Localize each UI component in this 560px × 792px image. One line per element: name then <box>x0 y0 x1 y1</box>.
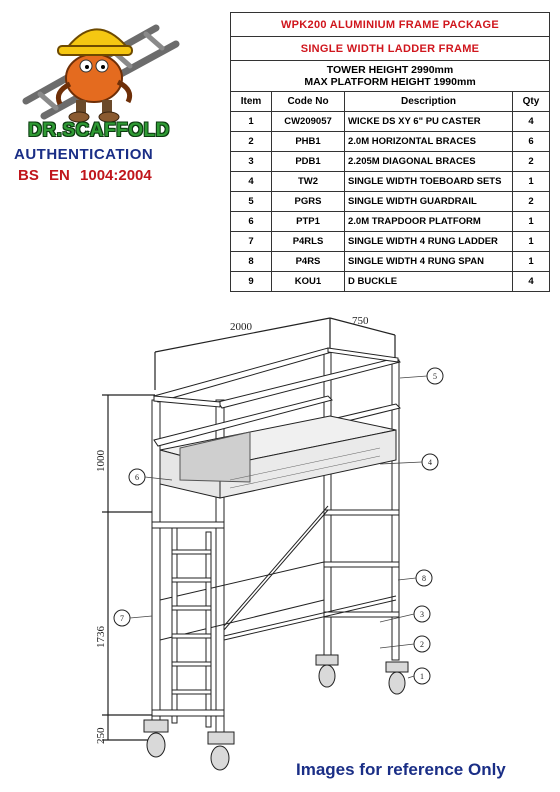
platform-height: MAX PLATFORM HEIGHT 1990mm <box>304 76 476 88</box>
table-subtitle: SINGLE WIDTH LADDER FRAME <box>231 37 550 61</box>
dim-base: 250 <box>95 727 107 744</box>
row-code: PTP1 <box>272 212 345 232</box>
callout-3: 3 <box>420 610 424 619</box>
row-code: CW209057 <box>272 112 345 132</box>
authentication-label: AUTHENTICATION <box>14 146 154 163</box>
dim-frame: 1736 <box>95 626 107 648</box>
row-description: 2.0M HORIZONTAL BRACES <box>345 132 513 152</box>
row-description: WICKE DS XY 6" PU CASTER <box>345 112 513 132</box>
brand-name: DR.SCAFFOLD <box>28 120 170 141</box>
row-description: SINGLE WIDTH GUARDRAIL <box>345 192 513 212</box>
header-qty: Qty <box>513 92 550 112</box>
header-code: Code No <box>272 92 345 112</box>
row-code: PDB1 <box>272 152 345 172</box>
row-description: D BUCKLE <box>345 272 513 292</box>
row-qty: 1 <box>513 172 550 192</box>
table-row <box>231 132 550 152</box>
table-body <box>231 112 550 292</box>
table-row <box>231 112 550 132</box>
row-code: KOU1 <box>272 272 345 292</box>
row-item: 1 <box>231 112 272 132</box>
row-item: 2 <box>231 132 272 152</box>
row-qty: 1 <box>513 232 550 252</box>
callout-8: 8 <box>422 574 426 583</box>
row-qty: 1 <box>513 252 550 272</box>
dim-width: 750 <box>352 315 369 327</box>
parts-table <box>230 12 550 292</box>
row-qty: 4 <box>513 112 550 132</box>
reference-disclaimer: Images for reference Only <box>296 760 506 779</box>
row-item: 9 <box>231 272 272 292</box>
row-item: 5 <box>231 192 272 212</box>
row-item: 3 <box>231 152 272 172</box>
row-description: 2.0M TRAPDOOR PLATFORM <box>345 212 513 232</box>
row-description: 2.205M DIAGONAL BRACES <box>345 152 513 172</box>
table-spec <box>231 61 550 92</box>
row-qty: 6 <box>513 132 550 152</box>
row-description: SINGLE WIDTH 4 RUNG LADDER <box>345 232 513 252</box>
table-row <box>231 172 550 192</box>
table-row <box>231 212 550 232</box>
callout-2: 2 <box>420 640 424 649</box>
row-qty: 2 <box>513 152 550 172</box>
callout-6: 6 <box>135 473 139 482</box>
row-code: P4RS <box>272 252 345 272</box>
header-description: Description <box>345 92 513 112</box>
header-item: Item <box>231 92 272 112</box>
callout-1: 1 <box>420 672 424 681</box>
row-item: 8 <box>231 252 272 272</box>
row-code: PHB1 <box>272 132 345 152</box>
row-qty: 2 <box>513 192 550 212</box>
scaffold-tower-drawing <box>80 300 550 790</box>
dim-length: 2000 <box>230 321 252 333</box>
row-item: 4 <box>231 172 272 192</box>
row-description: SINGLE WIDTH 4 RUNG SPAN <box>345 252 513 272</box>
callout-4: 4 <box>428 458 432 467</box>
table-title: WPK200 ALUMINIUM FRAME PACKAGE <box>231 13 550 37</box>
row-code: TW2 <box>272 172 345 192</box>
table-row <box>231 252 550 272</box>
table-row <box>231 232 550 252</box>
dim-guard: 1000 <box>95 450 107 472</box>
row-item: 7 <box>231 232 272 252</box>
callout-7: 7 <box>120 614 124 623</box>
row-qty: 4 <box>513 272 550 292</box>
row-code: P4RLS <box>272 232 345 252</box>
callout-5: 5 <box>433 372 437 381</box>
table-row <box>231 152 550 172</box>
table-header-row <box>231 92 550 112</box>
standard-label: BS EN 1004:2004 <box>18 167 152 184</box>
row-description: SINGLE WIDTH TOEBOARD SETS <box>345 172 513 192</box>
table-row <box>231 272 550 292</box>
row-item: 6 <box>231 212 272 232</box>
row-code: PGRS <box>272 192 345 212</box>
table-row <box>231 192 550 212</box>
dr-scaffold-mascot-logo <box>6 6 196 126</box>
row-qty: 1 <box>513 212 550 232</box>
tower-height: TOWER HEIGHT 2990mm <box>326 64 454 76</box>
